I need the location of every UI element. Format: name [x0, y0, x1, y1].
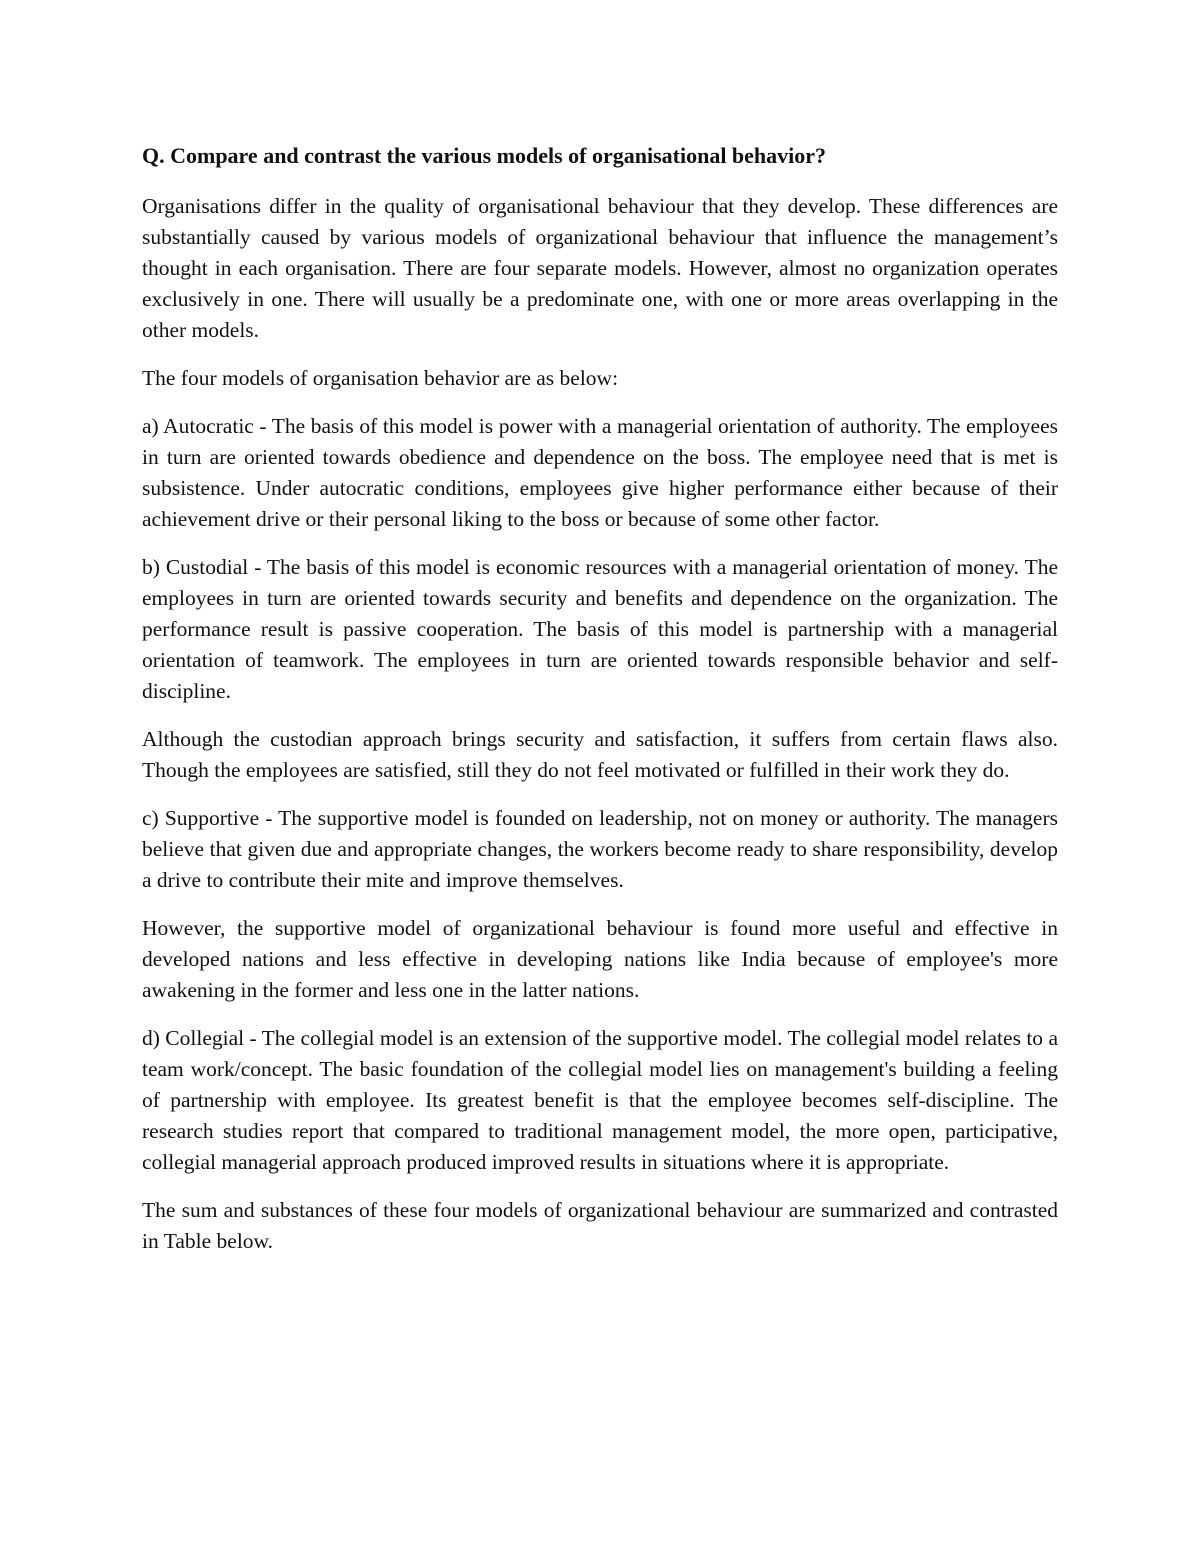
intro-paragraph: Organisations differ in the quality of organisational behaviour that they develop. These differences are substantially caused by various models of organizational behaviour that influence the management’s thought in each organisation. There are four separate models. However, almost no organization operates exclusively in one. There will usually be a predominate one, with one or more areas overlapping in the other models. — [142, 194, 1058, 342]
document-body — [142, 140, 1058, 1274]
supportive-model-paragraph: c) Supportive - The supportive model is founded on leadership, not on money or authority. The managers believe that given due and appropriate changes, the workers become ready to share responsibility, develop a drive to contribute their mite and improve themselves. — [142, 806, 1058, 892]
custodial-flaws-paragraph: Although the custodian approach brings security and satisfaction, it suffers from certain flaws also. Though the employees are satisfied, still they do not feel motivated or fulfilled in their work they do. — [142, 727, 1058, 782]
question-title: Q. Compare and contrast the various models of organisational behavior? — [142, 143, 827, 168]
custodial-model-paragraph: b) Custodial - The basis of this model is economic resources with a managerial orientation of money. The employees in turn are oriented towards security and benefits and dependence on the organization. The performance result is passive cooperation. The basis of this model is partnership with a managerial orientation of teamwork. The employees in turn are oriented towards responsible behavior and self-discipline. — [142, 555, 1058, 703]
summary-paragraph: The sum and substances of these four models of organizational behaviour are summarized and contrasted in Table below. — [142, 1198, 1058, 1253]
models-list-intro: The four models of organisation behavior are as below: — [142, 366, 619, 390]
supportive-effectiveness-paragraph: However, the supportive model of organizational behaviour is found more useful and effective in developed nations and less effective in developing nations like India because of employee's more awakening in the former and less one in the latter nations. — [142, 916, 1058, 1002]
autocratic-model-paragraph: a) Autocratic - The basis of this model is power with a managerial orientation of authority. The employees in turn are oriented towards obedience and dependence on the boss. The employee need that is met is subsistence. Under autocratic conditions, employees give higher performance either because of their achievement drive or their personal liking to the boss or because of some other factor. — [142, 414, 1058, 531]
collegial-model-paragraph: d) Collegial - The collegial model is an extension of the supportive model. The collegial model relates to a team work/concept. The basic foundation of the collegial model lies on management's building a feeling of partnership with employee. Its greatest benefit is that the employee becomes self-discipline. The research studies report that compared to traditional management model, the more open, participative, collegial managerial approach produced improved results in situations where it is appropriate. — [142, 1026, 1058, 1174]
